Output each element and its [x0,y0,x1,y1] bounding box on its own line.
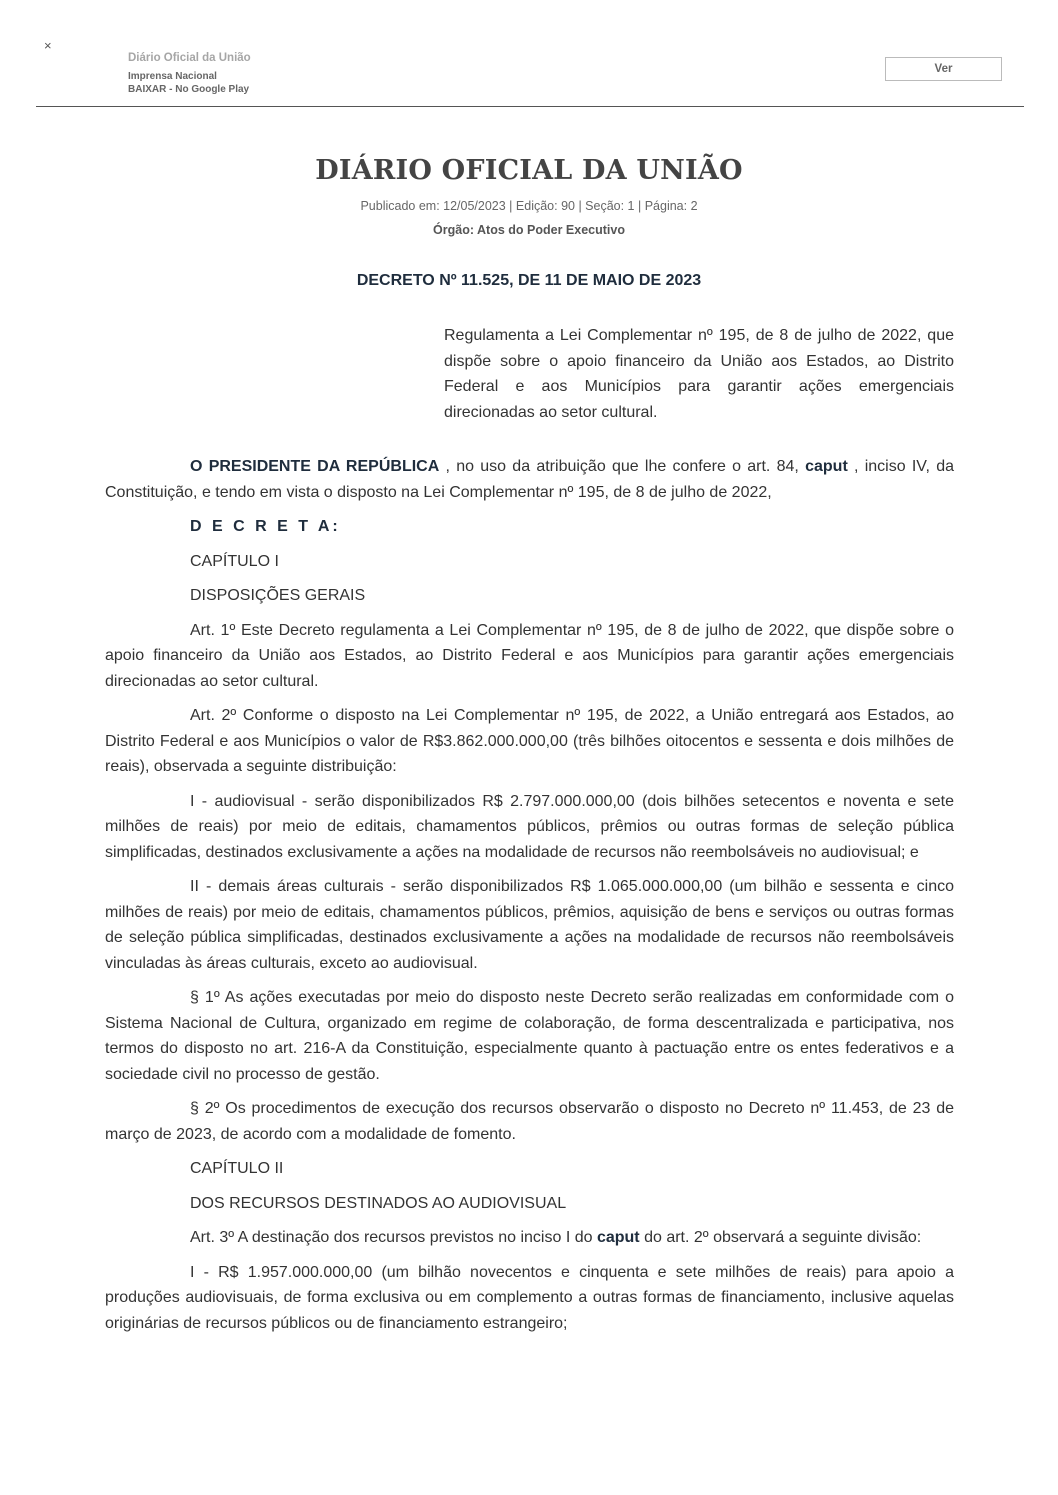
app-banner [36,36,1024,107]
orgao-label: Órgão: Atos do Poder Executivo [433,223,625,237]
publisher-label: Imprensa Nacional [128,71,217,82]
preamble-caput: caput [805,458,848,475]
decree-title: DECRETO Nº 11.525, DE 11 DE MAIO DE 2023 [356,272,702,289]
decree-ementa: Regulamenta a Lei Complementar nº 195, de 8 de julho de 2022, que dispõe sobre o apoio financeiro da União aos Estados, ao Distrito Federal e aos Municípios para garantir ações emergenciais direcionadas ao setor cultural. [444,327,954,421]
article-3-text-1: Art. 3º A destinação dos recursos previstos no inciso I do [190,1229,597,1246]
article-2-paragraph-2: § 2º Os procedimentos de execução dos recursos observarão o disposto no Decreto nº 11.453, de 23 de março de 2023, de acordo com a modalidade de fomento. [105,1100,954,1143]
article-2: Art. 2º Conforme o disposto na Lei Complementar nº 195, de 2022, a União entregará aos Estados, ao Distrito Federal e aos Municípios o valor de R$3.862.000.000,00 (três bilhões oitocentos e sessenta e dois milhões de reais), observada a seguinte distribuição: [105,707,954,775]
view-button[interactable]: Ver [885,57,1002,81]
decreta-label: D E C R E T A: [190,518,341,535]
article-3-text-2: do art. 2º observará a seguinte divisão: [639,1229,922,1246]
article-3-caput: caput [596,1229,640,1246]
article-2-paragraph-1: § 1º As ações executadas por meio do disposto neste Decreto serão realizadas em conformidade com o Sistema Nacional de Cultura, organizado em regime de colaboração, de forma descentralizada e participativa, nos termos do disposto no art. 216-A da Constituição, especialmente quanto à pactuação entre os entes federativos e a sociedade civil no processo de gestão. [105,989,954,1083]
article-1: Art. 1º Este Decreto regulamenta a Lei Complementar nº 195, de 8 de julho de 2022, que dispõe sobre o apoio financeiro da União aos Estados, ao Distrito Federal e aos Municípios para garantir ações emergenciais direcionadas ao setor cultural. [105,621,954,690]
masthead: DIÁRIO OFICIAL DA UNIÃO [315,155,743,186]
decreta [105,514,954,540]
app-name: Diário Oficial da União [128,52,251,64]
chapter-1: CAPÍTULO I [190,552,279,570]
chapter-2: CAPÍTULO II [190,1160,284,1177]
article-3-inciso-i: I - R$ 1.957.000.000,00 (um bilhão novecentos e cinquenta e sete milhões de reais) para apoio a produções audiovisuais, de forma exclusiva ou em complemento a outras formas de financiamento, inclusive aquelas originárias de recursos públicos ou de financiamento estrangeiro; [105,1263,954,1332]
decree-body [105,454,954,1345]
preamble-text-1: , no uso da atribuição que lhe confere o art. 84, [439,458,806,475]
article-3 [105,1225,954,1251]
close-icon[interactable]: × [44,38,52,53]
preamble-president: O PRESIDENTE DA REPÚBLICA [190,458,440,475]
article-2-inciso-i: I - audiovisual - serão disponibilizados R$ 2.797.000.000,00 (dois bilhões setecentos e noventa e sete milhões de reais) por meio de editais, chamamentos públicos, prêmios ou outras formas de seleção pública simplificadas, destinados exclusivamente a ações na modalidade de recursos não reembolsáveis no audiovisual; e [105,792,954,861]
download-label: BAIXAR - No Google Play [128,84,250,95]
app-info [128,70,249,96]
publication-meta: Publicado em: 12/05/2023 | Edição: 90 | Seção: 1 | Página: 2 [360,199,698,213]
chapter-1-title: DISPOSIÇÕES GERAIS [190,587,366,604]
article-2-inciso-ii: II - demais áreas culturais - serão disponibilizados R$ 1.065.000.000,00 (um bilhão e sessenta e cinco milhões de reais) por meio de editais, chamamentos públicos, prêmios, aquisição de bens e serviços ou outras formas de seleção pública simplificadas, destinados exclusivamente a ações na modalidade de recursos não reembolsáveis vinculadas às áreas culturais, exceto ao audiovisual. [105,878,954,972]
preamble-text-2: , inciso IV, da Constituição, e tendo em vista o disposto na Lei Complementar nº 195, de 8 de julho de 2022, [105,458,955,501]
preamble [105,454,954,505]
chapter-2-title: DOS RECURSOS DESTINADOS AO AUDIOVISUAL [190,1194,567,1212]
